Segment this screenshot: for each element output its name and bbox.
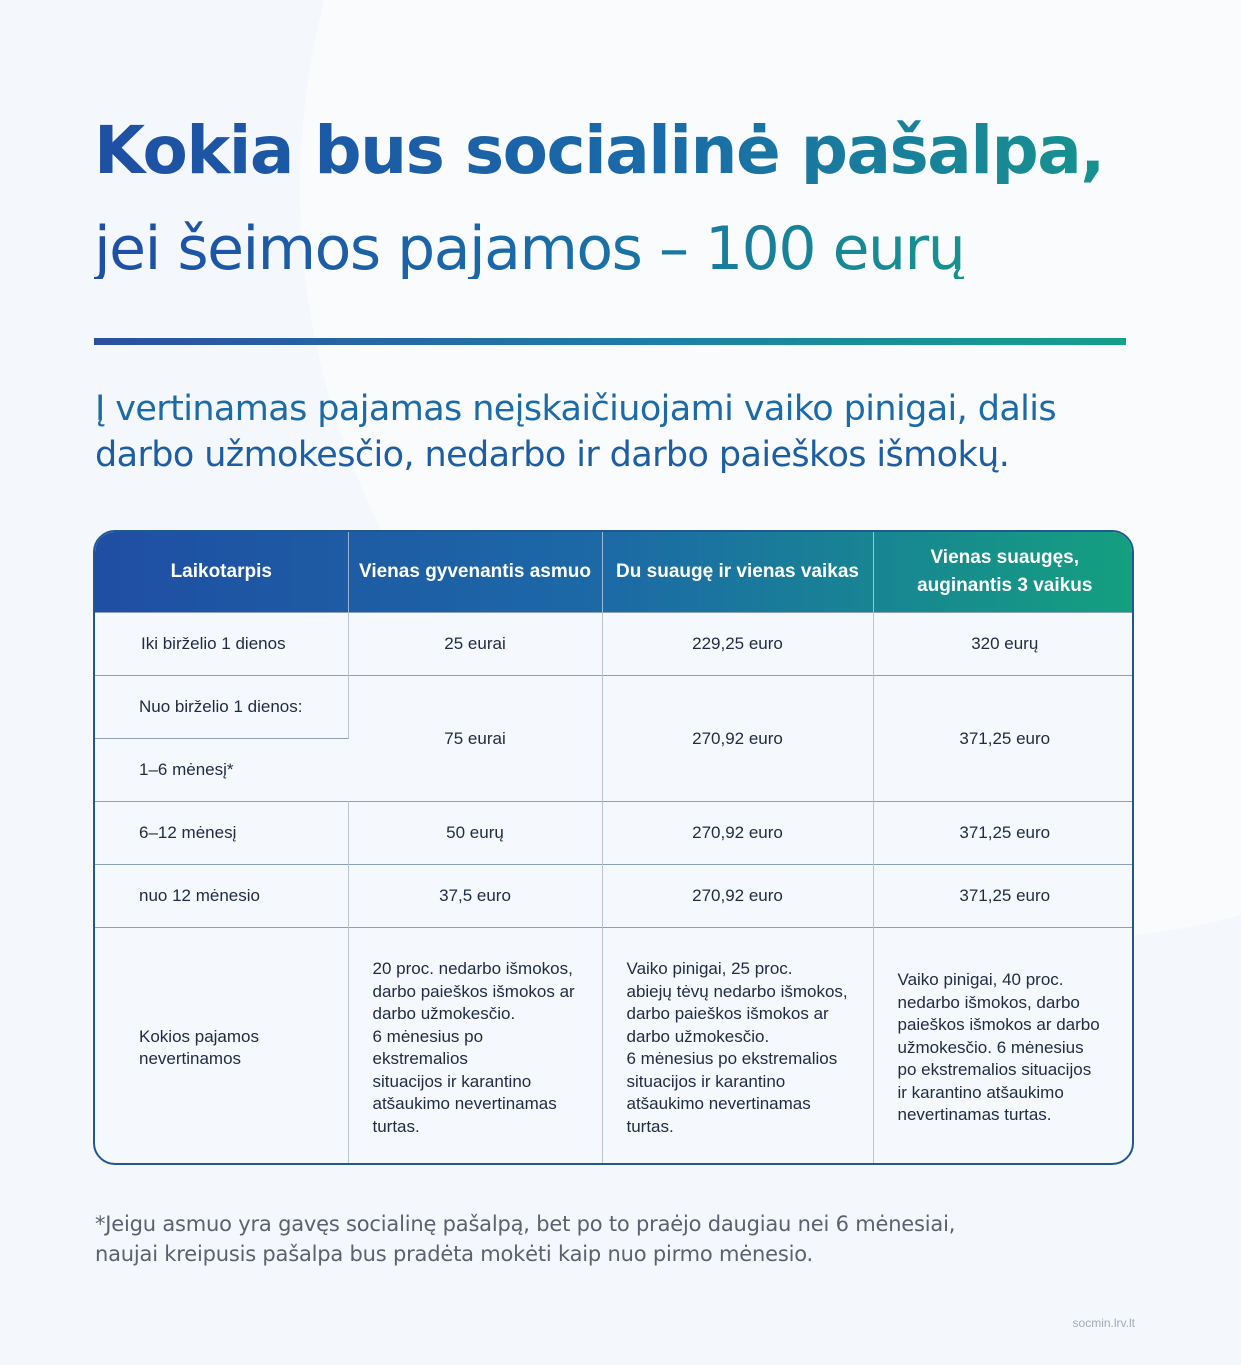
notes-text: Vaiko pinigai, 40 proc. nedarbo išmokos, darbo paieškos išmokos ar darbo užmokesčio. 6 mėnesius po ekstremalios situacijos ir karantino atšaukimo nevertinamas turtas. — [897, 970, 1100, 1125]
page-title: Kokia bus socialinė pašalpa, — [94, 112, 1104, 189]
value-cell: 320 eurų — [873, 613, 1134, 676]
value-cell: 270,92 euro — [602, 865, 873, 928]
lead-line-2: darbo užmokesčio, nedarbo ir darbo paieškos išmokų. — [95, 435, 1010, 475]
footnote — [95, 1209, 955, 1269]
value-cell: 37,5 euro — [348, 865, 602, 928]
footnote-line-1: *Jeigu asmuo yra gavęs socialinę pašalpą, bet po to praėjo daugiau nei 6 mėnesiai, — [95, 1212, 956, 1236]
notes-cell — [348, 928, 602, 1166]
table-row — [95, 676, 1134, 739]
page-subtitle: jei šeimos pajamos – 100 eurų — [94, 214, 965, 284]
lead-text — [95, 386, 1155, 478]
period-cell: nuo 12 mėnesio — [95, 865, 348, 928]
table-row — [95, 865, 1134, 928]
title-divider — [94, 338, 1126, 345]
header-two-adults-one-child: Du suaugę ir vienas vaikas — [602, 532, 873, 613]
table-header-row — [95, 532, 1134, 613]
period-cell: 1–6 mėnesį* — [95, 739, 348, 802]
value-cell: 270,92 euro — [602, 676, 873, 802]
table-row — [95, 613, 1134, 676]
notes-cell — [602, 928, 873, 1166]
site-url: socmin.lrv.lt — [1072, 1316, 1135, 1330]
period-cell: Iki birželio 1 dienos — [95, 613, 348, 676]
value-cell: 50 eurų — [348, 802, 602, 865]
header-one-adult-three-children: Vienas suaugęs, auginantis 3 vaikus — [917, 547, 1093, 596]
value-cell: 371,25 euro — [873, 676, 1134, 802]
value-cell: 75 eurai — [348, 676, 602, 802]
value-cell: 371,25 euro — [873, 865, 1134, 928]
notes-label-cell — [95, 928, 348, 1166]
value-cell: 229,25 euro — [602, 613, 873, 676]
period-cell: 6–12 mėnesį — [95, 802, 348, 865]
benefit-table — [93, 530, 1134, 1165]
lead-line-1: Į vertinamas pajamas neįskaičiuojami vaiko pinigai, dalis — [95, 389, 1057, 429]
value-cell: 25 eurai — [348, 613, 602, 676]
notes-cell — [873, 928, 1134, 1166]
notes-text: Vaiko pinigai, 25 proc. abiejų tėvų nedarbo išmokos, darbo paieškos išmokos ar darbo užmokesčio. 6 mėnesius po ekstremalios situacijos ir karantino atšaukimo nevertinamas turtas. — [626, 959, 848, 1136]
value-cell: 270,92 euro — [602, 802, 873, 865]
table-row — [95, 928, 1134, 1166]
footnote-line-2: naujai kreipusis pašalpa bus pradėta mokėti kaip nuo pirmo mėnesio. — [95, 1242, 813, 1266]
table-row — [95, 802, 1134, 865]
header-period: Laikotarpis — [95, 532, 348, 613]
notes-text: 20 proc. nedarbo išmokos, darbo paieškos išmokos ar darbo užmokesčio. 6 mėnesius po ekstremalios situacijos ir karantino atšaukimo nevertinamas turtas. — [372, 959, 575, 1136]
header-single-person: Vienas gyvenantis asmuo — [348, 532, 602, 613]
notes-label: Kokios pajamos nevertinamos — [139, 1026, 260, 1068]
period-cell: Nuo birželio 1 dienos: — [95, 676, 348, 739]
value-cell: 371,25 euro — [873, 802, 1134, 865]
